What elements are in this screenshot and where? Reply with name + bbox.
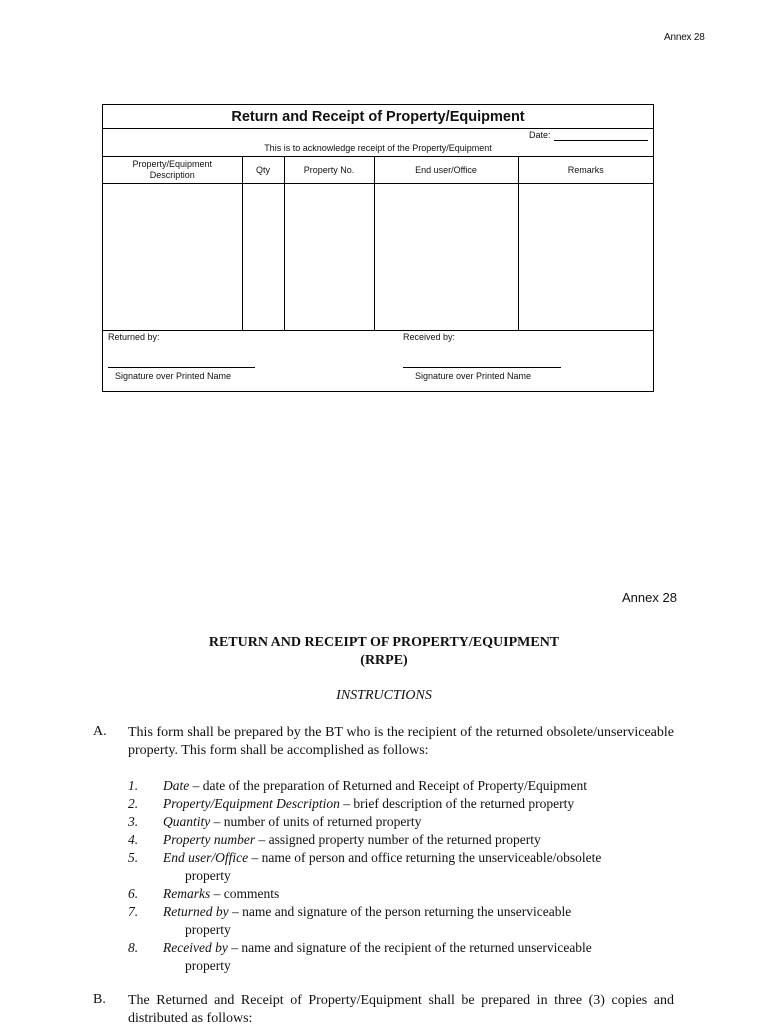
- property-table: [103, 156, 653, 331]
- instructions-annex-label: Annex 28: [622, 590, 677, 605]
- list-item: 8. Received by – name and signature of the recipient of the returned unserviceable property: [128, 940, 592, 973]
- received-signature-caption: Signature over Printed Name: [415, 371, 532, 381]
- instruction-items: [128, 777, 674, 975]
- date-line: [554, 130, 648, 141]
- cell-property-no[interactable]: [284, 184, 374, 331]
- cell-remarks[interactable]: [518, 184, 653, 331]
- section-b-letter: B.: [93, 992, 106, 1007]
- list-item: 7. Returned by – name and signature of the person returning the unserviceable property: [128, 904, 572, 937]
- section-a-letter: A.: [93, 724, 107, 739]
- col-end-user: End user/Office: [374, 157, 518, 184]
- section-a-text: This form shall be prepared by the BT who is the recipient of the returned obsolete/unserviceable property. This form shall be accomplished as follows:: [128, 725, 674, 758]
- title-line-1: RETURN AND RECEIPT OF PROPERTY/EQUIPMENT: [208, 635, 560, 650]
- list-item: 5. End user/Office – name of person and office returning the unserviceable/obsolete property: [128, 850, 602, 883]
- acknowledge-text: This is to acknowledge receipt of the Property/Equipment: [264, 143, 492, 153]
- table-header-row: [103, 157, 653, 184]
- form-title: Return and Receipt of Property/Equipment: [103, 105, 653, 129]
- annex-label: Annex 28: [664, 32, 705, 43]
- list-item: 3. Quantity – number of units of returned property: [128, 814, 422, 829]
- cell-description[interactable]: [103, 184, 242, 331]
- date-label: Date:: [529, 130, 551, 140]
- received-signature-line[interactable]: [403, 367, 561, 368]
- signature-area: [103, 329, 653, 391]
- returned-signature-line[interactable]: [108, 367, 255, 368]
- instructions-title: [0, 634, 768, 670]
- title-line-2: (RRPE): [360, 653, 408, 668]
- cell-qty[interactable]: [242, 184, 284, 331]
- list-item: 6. Remarks – comments: [128, 886, 280, 901]
- returned-by-label: Returned by:: [108, 332, 160, 342]
- received-by-label: Received by:: [403, 332, 456, 342]
- table-body-row: [103, 184, 653, 331]
- return-receipt-form: [102, 104, 654, 392]
- col-property-no: Property No.: [284, 157, 374, 184]
- col-qty: Qty: [242, 157, 284, 184]
- date-field[interactable]: [529, 130, 648, 141]
- list-item: 2. Property/Equipment Description – brief description of the returned property: [128, 796, 575, 811]
- cell-end-user[interactable]: [374, 184, 518, 331]
- section-b-text: The Returned and Receipt of Property/Equipment shall be prepared in three (3) copies and distributed as follows:: [128, 993, 674, 1026]
- instructions-heading: INSTRUCTIONS: [336, 688, 432, 703]
- list-item: 1. Date – date of the preparation of Returned and Receipt of Property/Equipment: [128, 778, 587, 793]
- list-item: 4. Property number – assigned property number of the returned property: [128, 832, 541, 847]
- col-description: Property/Equipment Description: [103, 157, 242, 184]
- col-remarks: Remarks: [518, 157, 653, 184]
- returned-signature-caption: Signature over Printed Name: [115, 371, 232, 381]
